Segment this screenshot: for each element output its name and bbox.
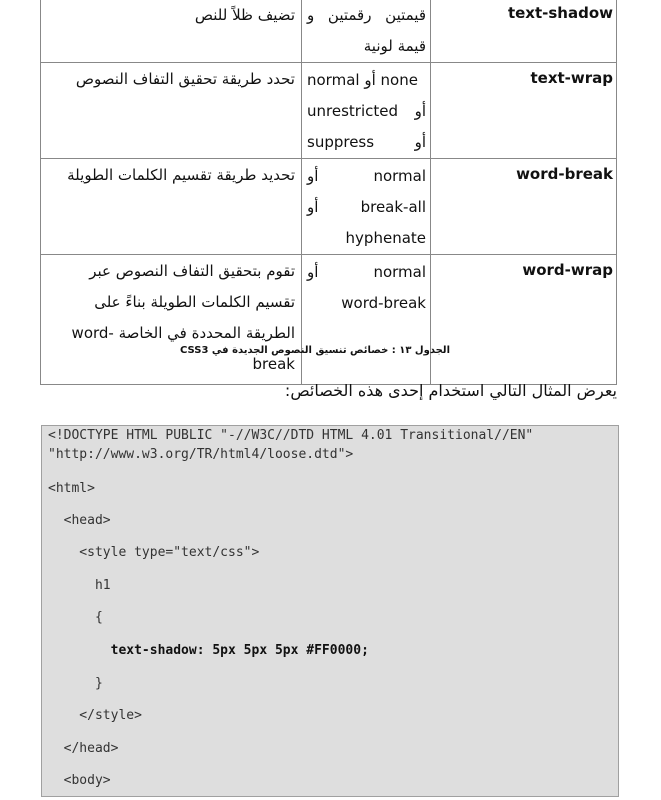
property-cell: [431, 0, 617, 63]
description-cell: [41, 159, 302, 255]
code-example-box: [41, 425, 619, 797]
values-cell: [302, 0, 431, 63]
value-text: normal: [373, 263, 426, 281]
property-cell: [431, 63, 617, 159]
table-row: [41, 255, 617, 385]
property-name: word-wrap: [522, 261, 613, 279]
property-cell: [431, 159, 617, 255]
value-text: unrestricted: [307, 102, 398, 120]
or-text: أو: [414, 133, 426, 151]
or-text: أو: [307, 263, 319, 281]
css3-text-properties-table: [40, 0, 617, 385]
description-text: تقوم بتحقيق التفاف النصوص عبر تقسيم الكلمات الطويلة بناءً على الطريقة المحددة في الخاصة word-break: [71, 262, 295, 373]
description-text: تحدد طريقة تحقيق التفاف النصوص: [75, 70, 295, 88]
code-line: {: [48, 610, 103, 625]
table-row: [41, 159, 617, 255]
value-text: قيمتين رقمتين و: [307, 6, 426, 24]
value-text: suppress: [307, 133, 375, 151]
values-cell: [302, 159, 431, 255]
value-text: normal: [373, 167, 426, 185]
code-line: text-shadow: 5px 5px 5px #FF0000;: [48, 643, 369, 658]
code-line: }: [48, 676, 103, 691]
code-line: <style type="text/css">: [48, 545, 260, 560]
description-cell: [41, 255, 302, 385]
table-row: [41, 0, 617, 63]
code-line: <html>: [48, 481, 95, 496]
value-text: break-all: [360, 198, 426, 216]
table-caption: الجدول ١٣ : خصائص تنسيق النصوص الجديدة في CSS3: [180, 345, 450, 356]
value-text: قيمة لونية: [363, 37, 426, 55]
or-text: أو: [307, 198, 319, 216]
property-name: text-shadow: [507, 4, 613, 22]
intro-paragraph: يعرض المثال التالي استخدام إحدى هذه الخصائص:: [284, 381, 617, 400]
property-name: word-break: [516, 165, 613, 183]
code-line: <!DOCTYPE HTML PUBLIC "-//W3C//DTD HTML 4.01 Transitional//EN": [48, 428, 534, 443]
or-text: أو: [307, 167, 319, 185]
description-cell: [41, 0, 302, 63]
code-line: <head>: [48, 513, 111, 528]
value-text: hyphenate: [345, 229, 426, 247]
table-row: [41, 63, 617, 159]
values-cell: [302, 255, 431, 385]
description-text: تحديد طريقة تقسيم الكلمات الطويلة: [67, 166, 295, 184]
code-line: <body>: [48, 773, 111, 788]
property-name: text-wrap: [530, 69, 613, 87]
value-text: none أو normal: [307, 71, 418, 89]
code-line: "http://www.w3.org/TR/html4/loose.dtd">: [48, 447, 354, 462]
code-line: </style>: [48, 708, 142, 723]
description-cell: [41, 63, 302, 159]
description-text: تضيف ظلاً للنص: [194, 6, 295, 24]
or-text: أو: [414, 102, 426, 120]
code-line: h1: [48, 578, 111, 593]
values-cell: [302, 63, 431, 159]
property-cell: [431, 255, 617, 385]
code-line: </head>: [48, 741, 119, 756]
value-text: word-break: [341, 294, 426, 312]
